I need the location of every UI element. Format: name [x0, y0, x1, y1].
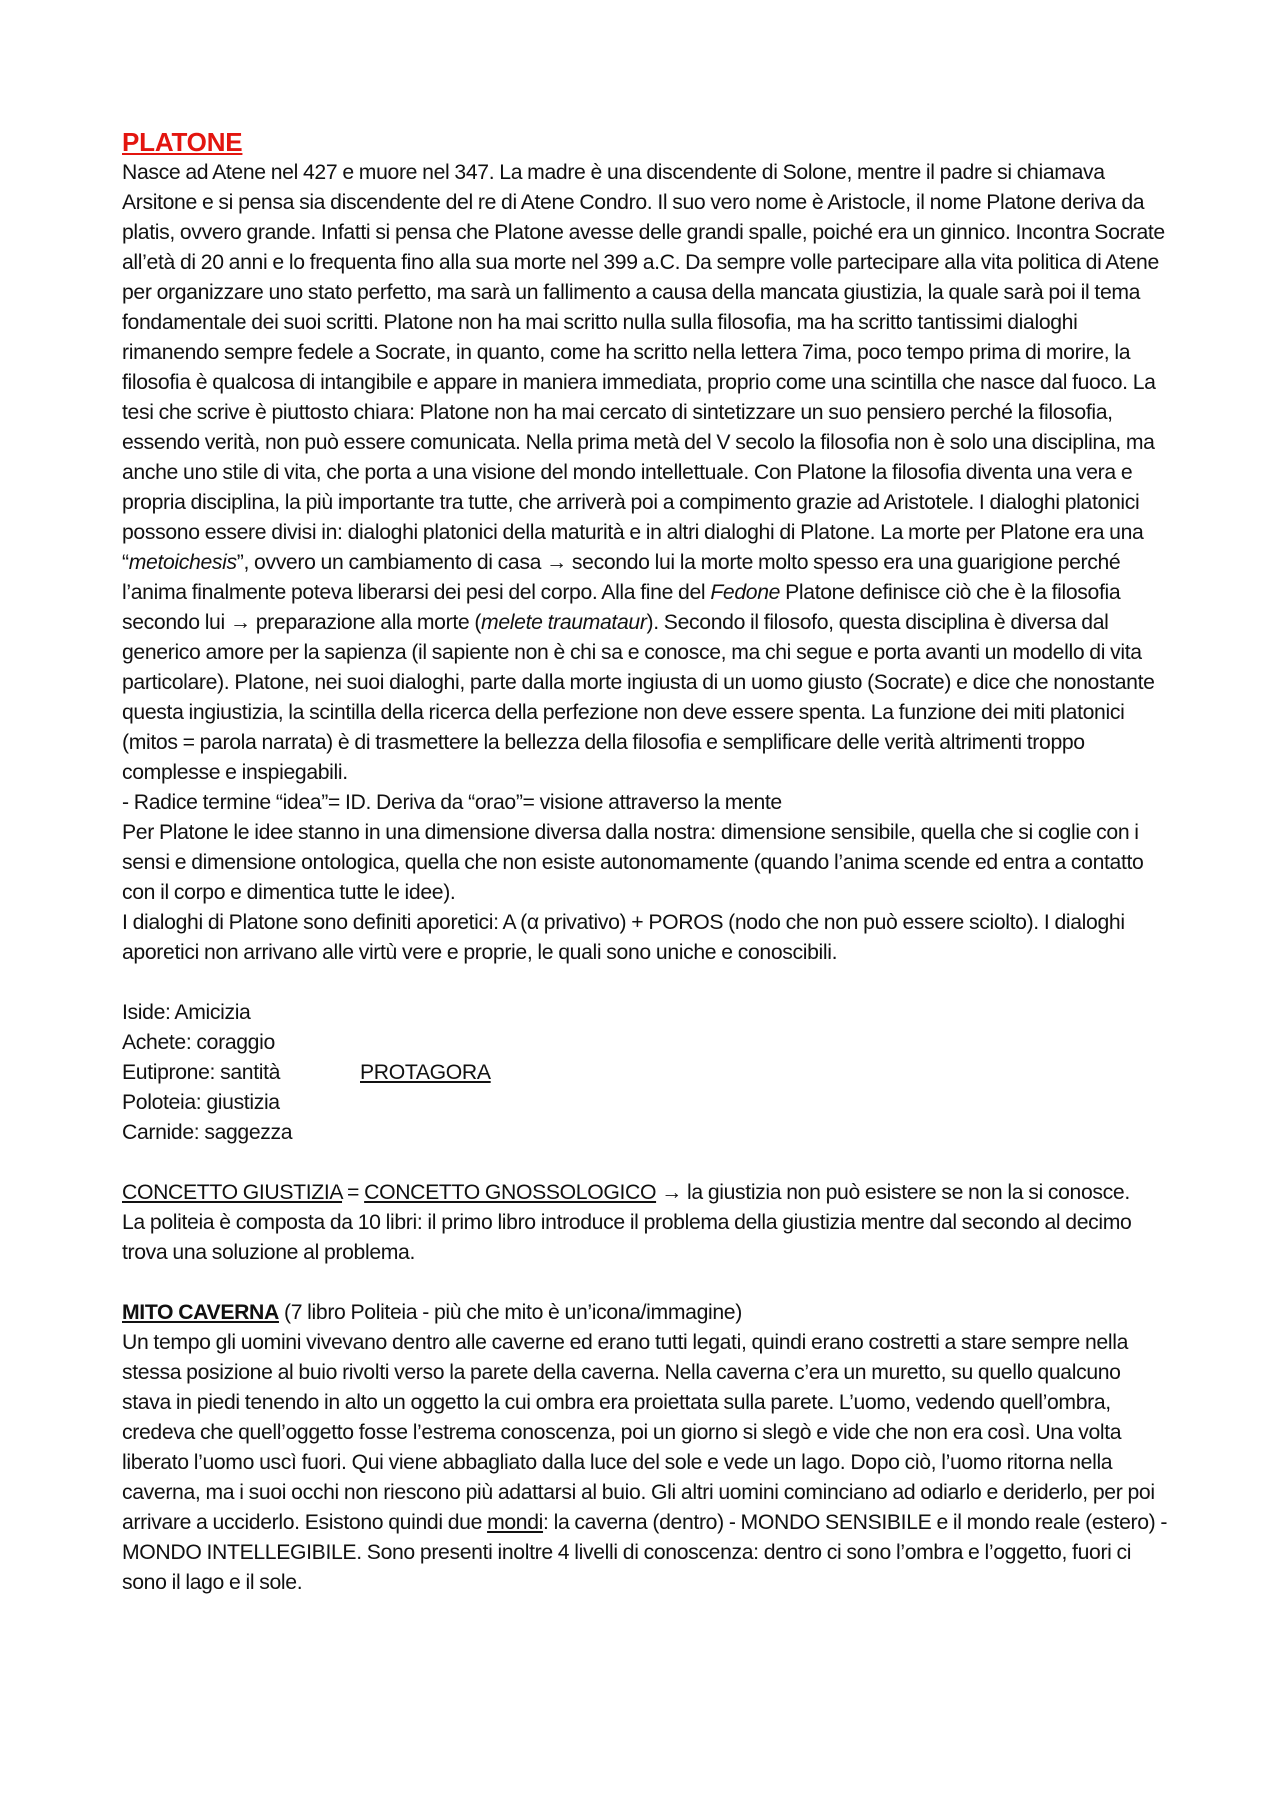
mondi-word: mondi — [487, 1511, 544, 1534]
document-page — [122, 120, 1172, 1598]
cave-subheading: (7 libro Politeia - più che mito è un’icona/immagine) — [278, 1301, 742, 1324]
justice-concept: CONCETTO GIUSTIZIA — [122, 1181, 343, 1204]
intro-text-3: Platone definisce ciò che è la filosofia secondo lui → preparazione alla morte ( — [122, 581, 1121, 634]
intro-paragraph — [122, 158, 1172, 788]
politeia-paragraph: La politeia è composta da 10 libri: il primo libro introduce il problema della giustizia mentre dal secondo al decimo trova una soluzione al problema. — [122, 1211, 1132, 1264]
cave-heading: MITO CAVERNA — [122, 1301, 279, 1324]
cave-text-1: Un tempo gli uomini vivevano dentro alle caverne ed erano tutti legati, quindi erano costretti a stare sempre nella stessa posizione al buio rivolti verso la parete della caverna. Nella caverna c’era un muretto, su quello qualcuno stava in piedi tenendo in alto un oggetto la cui ombra era proiettata sulla parete. L’uomo, vedendo quell’ombra, credeva che quell’oggetto fosse l’estrema conoscenza, poi un giorno si slegò e vide che non era così. Una volta liberato l’uomo uscì fuori. Qui viene abbagliato dalla luce del sole e vede un lago. Dopo ciò, l’uomo ritorna nella caverna, ma i suoi occhi non riescono più adattarsi al buio. Gli altri uomini cominciano ad odiarlo e deriderlo, per poi arrivare a ucciderlo. Esistono quindi due — [122, 1331, 1155, 1534]
page-title: PLATONE — [122, 127, 243, 157]
intro-text-4: ). Secondo il filosofo, questa disciplina è diversa dal generico amore per la sapienza (il sapiente non è chi sa e conosce, ma chi segue e porta avanti un modello di vita particolare). Platone, nei suoi dialoghi, parte dalla morte ingiusta di un uomo giusto (Socrate) e dice che nonostante questa ingiustizia, la scintilla della ricerca della perfezione non deve essere spenta. La funzione dei miti platonici (mitos = parola narrata) è di trasmettere la bellezza della filosofia e semplificare delle verità altrimenti troppo complesse e inspiegabili. — [122, 611, 1155, 784]
fedone-title: Fedone — [710, 581, 781, 604]
dialogue-item: Poloteia: giustizia — [122, 1091, 280, 1114]
list-item — [122, 1058, 1172, 1088]
aporetic-paragraph: I dialoghi di Platone sono definiti aporetici: A (α privativo) + POROS (nodo che non può essere sciolto). I dialoghi aporetici non arrivano alle virtù vere e proprie, le quali sono uniche e conoscibili. — [122, 911, 1125, 964]
cave-paragraph — [122, 1328, 1172, 1598]
justice-text: → la giustizia non può esistere se non la si conosce. — [656, 1181, 1130, 1204]
list-item — [122, 1088, 1172, 1118]
idea-bullet: - Radice termine “idea”= ID. Deriva da “orao”= visione attraverso la mente — [122, 791, 782, 814]
dialogue-list — [122, 998, 1172, 1148]
gnoseological-concept: CONCETTO GNOSSOLOGICO — [364, 1181, 657, 1204]
dialogue-item: Iside: Amicizia — [122, 1001, 251, 1024]
cave-heading-line — [122, 1298, 1172, 1328]
list-item — [122, 1118, 1172, 1148]
list-item — [122, 1028, 1172, 1058]
metoichesis-term: metoichesis — [128, 551, 237, 574]
melete-term: melete traumataur — [481, 611, 647, 634]
intro-text-1: Nasce ad Atene nel 427 e muore nel 347. La madre è una discendente di Solone, mentre il padre si chiamava Arsitone e si pensa sia discendente del re di Atene Condro. Il suo vero nome è Aristocle, il nome Platone deriva da platis, ovvero grande. Infatti si pensa che Platone avesse delle grandi spalle, poiché era un ginnico. Incontra Socrate all’età di 20 anni e lo frequenta fino alla sua morte nel 399 a.C. Da sempre volle partecipare alla vita politica di Atene per organizzare uno stato perfetto, ma sarà un fallimento a causa della mancata giustizia, la quale sarà poi il tema fondamentale dei suoi scritti. Platone non ha mai scritto nulla sulla filosofia, ma ha scritto tantissimi dialoghi rimanendo sempre fedele a Socrate, in quanto, come ha scritto nella lettera 7ima, poco tempo prima di morire, la filosofia è qualcosa di intangibile e appare in maniera immediata, proprio come una scintilla che nasce dal fuoco. La tesi che scrive è piuttosto chiara: Platone non ha mai cercato di sintetizzare un suo pensiero perché la filosofia, essendo verità, non può essere comunicata. Nella prima metà del V secolo la filosofia non è solo una disciplina, ma anche uno stile di vita, che porta a una visione del mondo intellettuale. Con Platone la filosofia diventa una vera e propria disciplina, la più importante tra tutte, che arriverà poi a compimento grazie ad Aristotele. I dialoghi platonici possono essere divisi in: dialoghi platonici della maturità e in altri dialoghi di Platone. La morte per Platone era una “ — [122, 161, 1165, 574]
ideas-paragraph: Per Platone le idee stanno in una dimensione diversa dalla nostra: dimensione sensibile, quella che si coglie con i sensi e dimensione ontologica, quella che non esiste autonomamente (quando l’anima scende ed entra a contatto con il corpo e dimentica tutte le idee). — [122, 821, 1144, 904]
dialogue-item: Carnide: saggezza — [122, 1121, 293, 1144]
intro-text-2: ”, ovvero un cambiamento di casa → secondo lui la morte molto spesso era una guarigione perché l’anima finalmente poteva liberarsi dei pesi del corpo. Alla fine del — [122, 551, 1121, 604]
list-item — [122, 998, 1172, 1028]
justice-equals: = — [342, 1181, 365, 1204]
justice-paragraph — [122, 1178, 1172, 1208]
protagora-label: PROTAGORA — [360, 1061, 491, 1084]
cave-text-2: : la caverna (dentro) - MONDO SENSIBILE e il mondo reale (estero) - MONDO INTELLEGIBILE. Sono presenti inoltre 4 livelli di conoscenza: dentro ci sono l’ombra e l’oggetto, fuori ci sono il lago e il sole. — [122, 1511, 1168, 1594]
dialogue-item: Achete: coraggio — [122, 1031, 275, 1054]
dialogue-item: Eutiprone: santità — [122, 1061, 281, 1084]
